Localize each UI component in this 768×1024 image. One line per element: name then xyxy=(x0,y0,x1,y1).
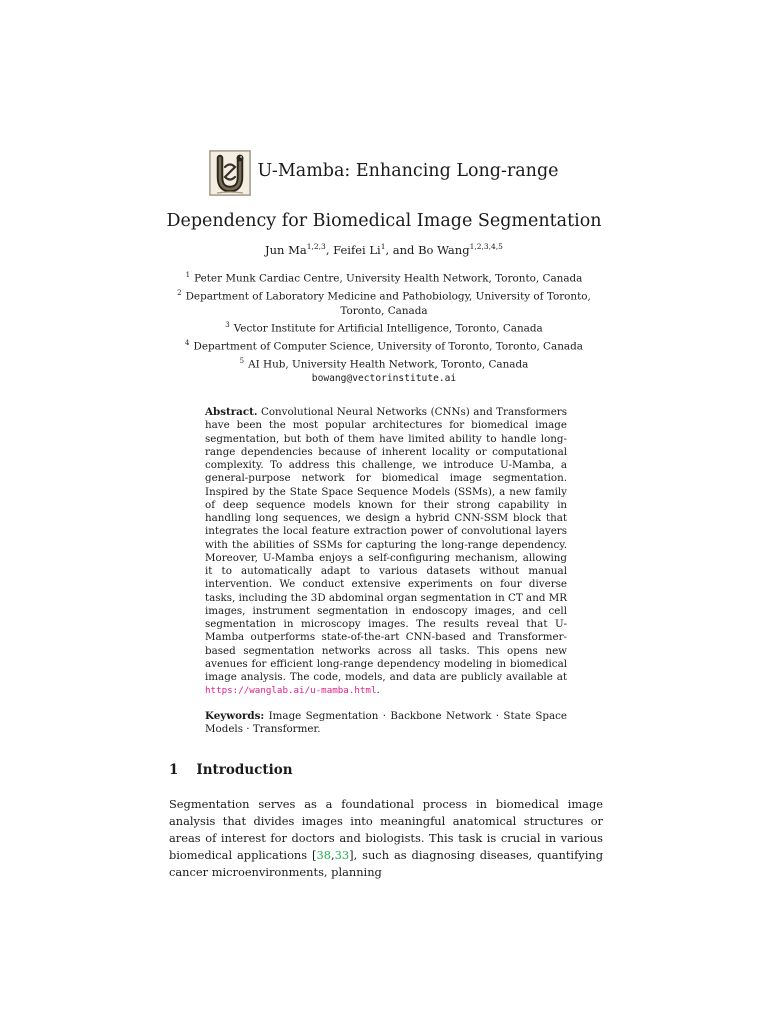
author-list xyxy=(0,238,768,259)
citation-link[interactable]: 33 xyxy=(334,848,350,862)
abstract-text: Convolutional Neural Networks (CNNs) and Transformers have been the most popular architectures for biomedical image segmentation, but both of them have limited ability to handle long-range dependencies because of inherent locality or computational complexity. To address this challenge, we introduce U-Mamba, a general-purpose network for biomedical image segmentation. Inspired by the State Space Sequence Models (SSMs), a new family of deep sequence models known for their strong capability in handling long sequences, we design a hybrid CNN-SSM block that integrates the local feature extraction power of convolutional layers with the abilities of SSMs for capturing the long-range dependency. Moreover, U-Mamba enjoys a self-configuring mechanism, allowing it to automatically adapt to various datasets without manual intervention. We conduct extensive experiments on four diverse tasks, including the 3D abdominal organ segmentation in CT and MR images, instrument segmentation in endoscopy images, and cell segmentation in microscopy images. The results reveal that U-Mamba outperforms state-of-the-art CNN-based and Transformer-based segmentation networks across all tasks. This opens new avenues for efficient long-range dependency modeling in biomedical image analysis. The code, models, and data are publicly available at xyxy=(205,406,567,683)
intro-paragraph xyxy=(169,796,603,881)
author-affil: 1,2,3 xyxy=(306,242,326,251)
affiliation xyxy=(170,318,598,336)
author-name: Feifei Li xyxy=(333,242,381,257)
affiliation-number: 3 xyxy=(225,321,230,330)
contact-email: bowang@vectorinstitute.ai xyxy=(311,372,457,384)
abstract xyxy=(205,406,567,698)
affiliation-number: 5 xyxy=(239,356,245,365)
affiliation-text: Peter Munk Cardiac Centre, University Health Network, Toronto, Canada xyxy=(194,272,583,285)
citation-link[interactable]: 38 xyxy=(316,848,331,862)
affiliation-number: 4 xyxy=(185,339,190,348)
title-text-1: U-Mamba: Enhancing Long-range xyxy=(257,161,559,181)
section-heading xyxy=(169,762,293,778)
section-number: 1 xyxy=(169,762,179,778)
intro-text: ], such as diagnosing diseases, quantifying cancer microenvironments, planning xyxy=(169,848,604,879)
keywords xyxy=(205,710,567,737)
affiliation-text: Department of Laboratory Medicine and Pathobiology, University of Toronto, Toronto, Canada xyxy=(185,290,591,317)
affiliation-number: 2 xyxy=(177,288,182,297)
author-name: Bo Wang xyxy=(418,242,470,257)
keywords-label: Keywords: xyxy=(205,710,265,722)
snake-u-logo-icon xyxy=(209,150,251,196)
title-line-1 xyxy=(0,148,768,194)
author-affil: 1 xyxy=(380,242,386,251)
affiliation xyxy=(170,268,598,286)
affiliation xyxy=(170,286,598,318)
title-block xyxy=(0,148,768,234)
affiliation-list xyxy=(170,268,598,386)
author-name: Jun Ma xyxy=(265,242,307,257)
affiliation-text: Department of Computer Science, University of Toronto, Toronto, Canada xyxy=(193,340,583,353)
keywords-text: Image Segmentation · Backbone Network · State Space Models · Transformer. xyxy=(205,710,567,736)
abstract-end: . xyxy=(376,684,380,697)
affiliation xyxy=(170,354,598,372)
intro-text: Segmentation serves as a foundational process in biomedical image analysis that divides images into meaningful anatomical structures or areas of interest for doctors and biologists. This task is crucial in various biomedical applications [ xyxy=(169,797,603,862)
project-link[interactable]: https://wanglab.ai/u-mamba.html xyxy=(205,685,377,697)
abstract-label: Abstract. xyxy=(205,406,258,418)
affiliation xyxy=(170,336,598,354)
author-separator: , xyxy=(325,242,334,257)
title-line-2: Dependency for Biomedical Image Segmentation xyxy=(166,211,602,231)
section-title: Introduction xyxy=(196,762,293,778)
affiliation-text: AI Hub, University Health Network, Toronto, Canada xyxy=(248,358,529,371)
citation-separator: , xyxy=(331,848,335,862)
affiliation-number: 1 xyxy=(185,271,191,279)
author-affil: 1,2,3,4,5 xyxy=(469,242,503,251)
author-separator: , and xyxy=(385,242,419,257)
affiliation-text: Vector Institute for Artificial Intelligence, Toronto, Canada xyxy=(233,322,543,335)
